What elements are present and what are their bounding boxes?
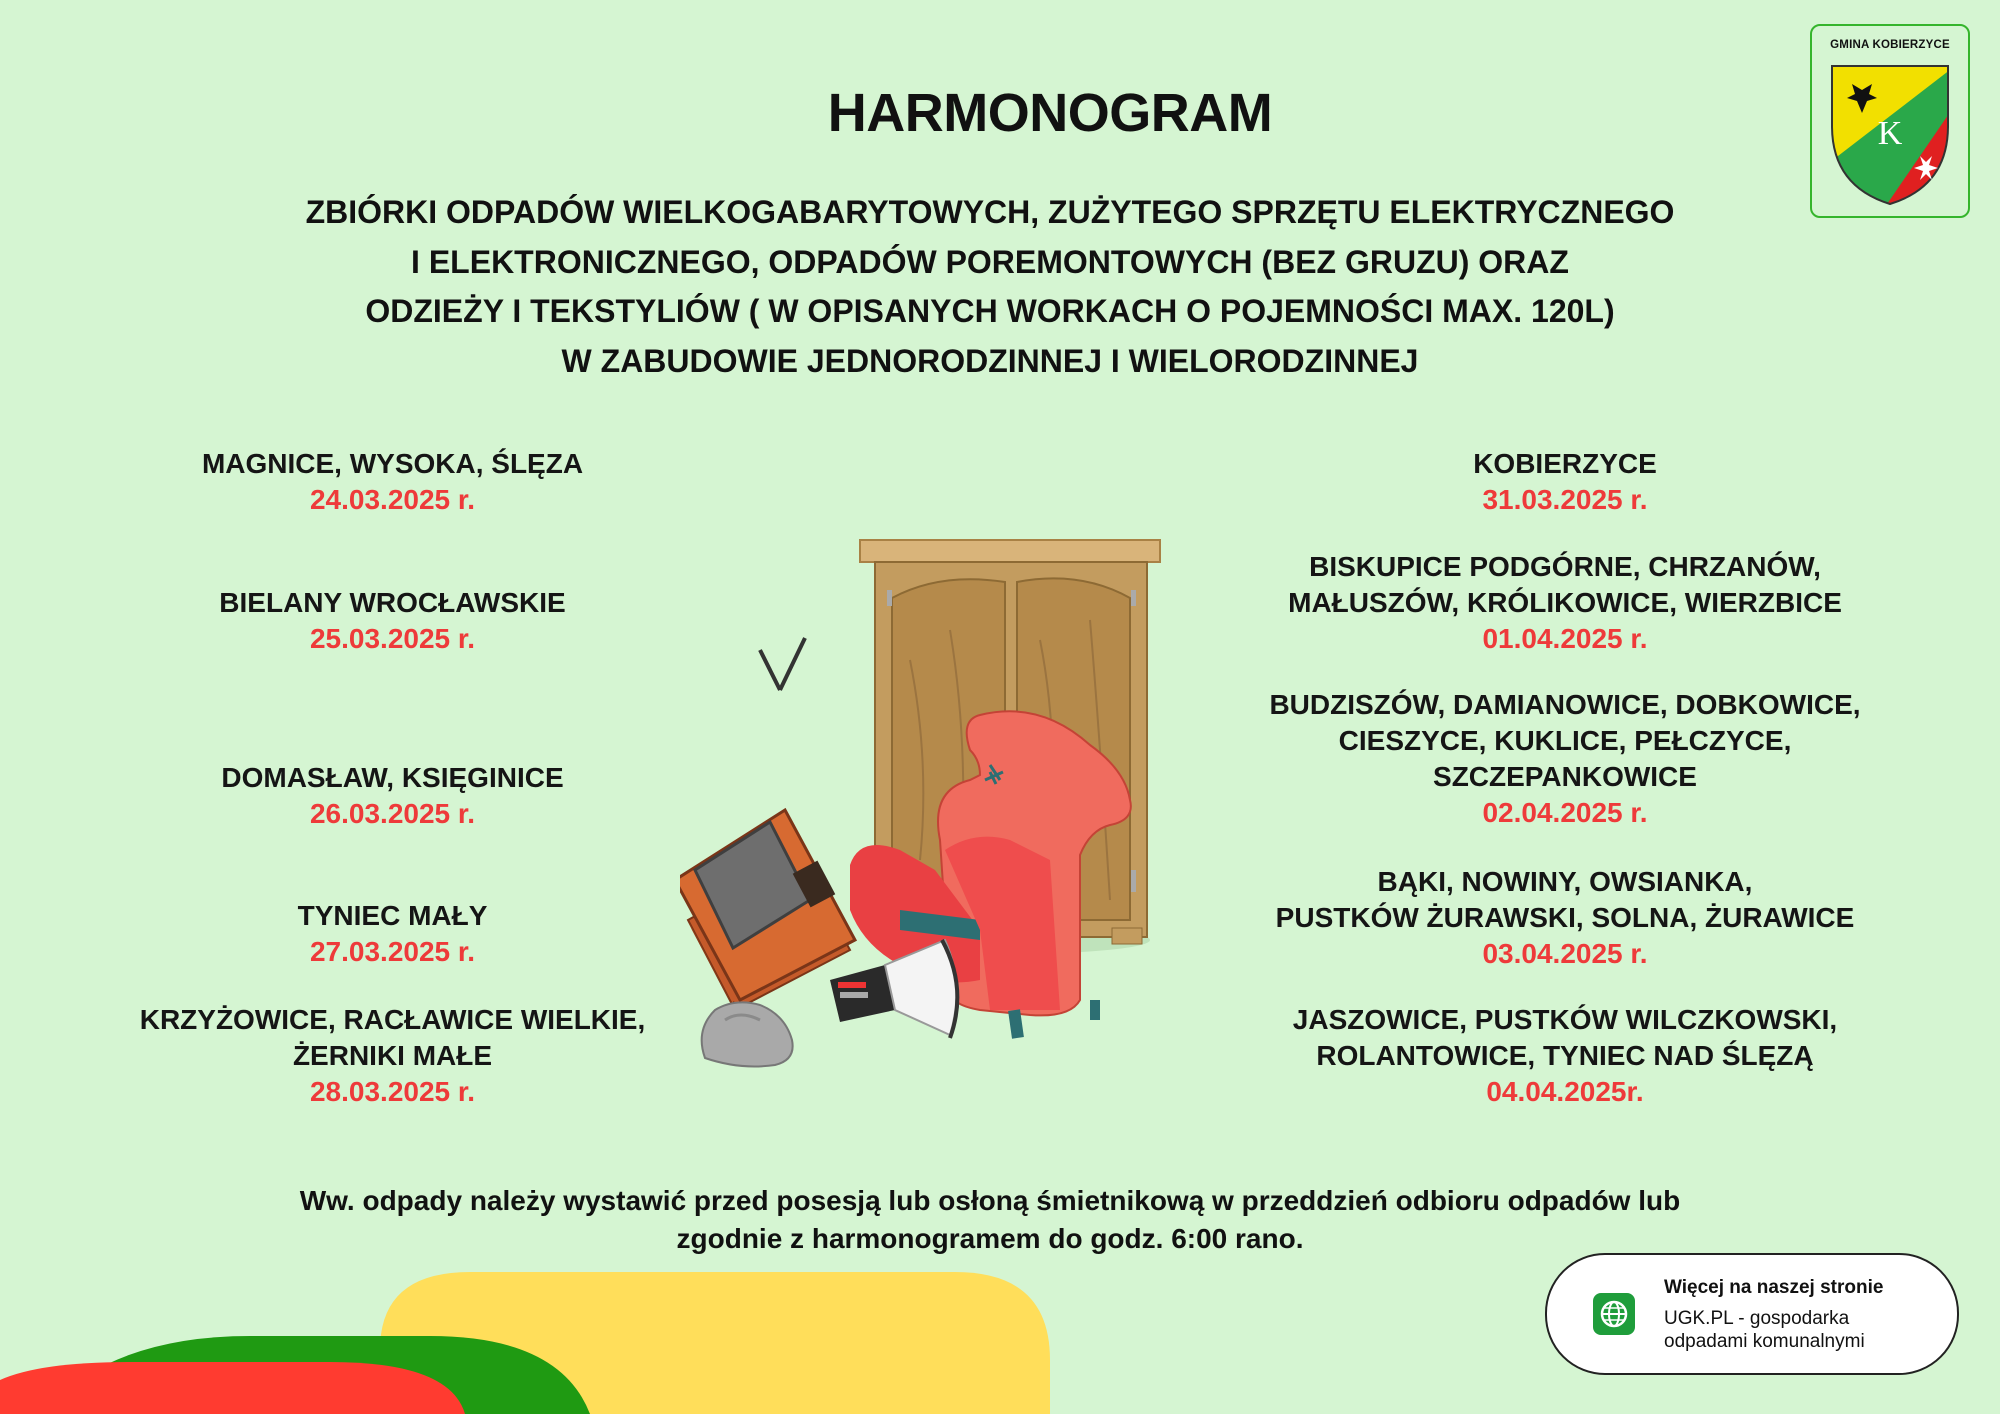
place-names: PUSTKÓW ŻURAWSKI, SOLNA, ŻURAWICE — [1275, 902, 1855, 933]
place-names: SZCZEPANKOWICE — [1433, 761, 1697, 792]
place-names: MAGNICE, WYSOKA, ŚLĘZA — [201, 448, 584, 479]
bulky-waste-illustration — [680, 510, 1260, 1070]
coat-of-arms-icon — [1812, 26, 1968, 216]
place-names: TYNIEC MAŁY — [297, 900, 488, 931]
subtitle — [180, 188, 1800, 386]
collection-date: 26.03.2025 r. — [309, 798, 476, 829]
website-heading: Więcej na naszej stronie — [1664, 1277, 1884, 1298]
schedule-entry — [100, 898, 685, 970]
place-names: BĄKI, NOWINY, OWSIANKA, — [1377, 866, 1753, 897]
schedule-entry — [1215, 549, 1915, 657]
collection-date: 25.03.2025 r. — [309, 623, 476, 654]
subtitle-line: I ELEKTRONICZNEGO, ODPADÓW POREMONTOWYCH (BEZ GRUZU) ORAZ — [411, 243, 1569, 280]
subtitle-line: W ZABUDOWIE JEDNORODZINNEJ I WIELORODZINNEJ — [561, 342, 1419, 379]
place-names: BIELANY WROCŁAWSKIE — [219, 587, 566, 618]
collection-date: 01.04.2025 r. — [1482, 623, 1648, 654]
subtitle-line: ODZIEŻY I TEKSTYLIÓW ( W OPISANYCH WORKACH O POJEMNOŚCI MAX. 120L) — [365, 293, 1615, 330]
municipality-logo — [1810, 24, 1970, 218]
television-icon — [680, 638, 855, 1030]
collection-date: 04.04.2025r. — [1486, 1076, 1644, 1107]
schedule-entry — [1215, 687, 1915, 831]
schedule-entry — [100, 446, 685, 518]
collection-date: 31.03.2025 r. — [1482, 484, 1648, 515]
place-names: ŻERNIKI MAŁE — [292, 1040, 493, 1071]
schedule-entry — [100, 760, 685, 832]
schedule-entry — [100, 585, 685, 657]
notice-line: zgodnie z harmonogramem do godz. 6:00 rano. — [676, 1223, 1304, 1254]
emblem-letter: K — [1877, 115, 1903, 152]
logo-text: GMINA KOBIERZYCE — [1830, 39, 1950, 51]
collection-date: 24.03.2025 r. — [309, 484, 476, 515]
place-names: KRZYŻOWICE, RACŁAWICE WIELKIE, — [139, 1004, 646, 1035]
website-text: UGK.PL - gospodarka odpadami komunalnymi — [1664, 1308, 1865, 1352]
schedule-entry — [1215, 1002, 1915, 1110]
collection-date: 02.04.2025 r. — [1482, 797, 1648, 828]
schedule-entry — [1215, 864, 1915, 972]
place-names: JASZOWICE, PUSTKÓW WILCZKOWSKI, — [1292, 1004, 1838, 1035]
place-names: KOBIERZYCE — [1473, 448, 1657, 479]
rock-icon — [702, 1002, 793, 1066]
collection-date: 27.03.2025 r. — [309, 936, 476, 967]
notice-line: Ww. odpady należy wystawić przed posesją lub osłoną śmietnikową w przeddzień odbioru odpadów lub — [299, 1185, 1681, 1216]
schedule-entry — [1215, 446, 1915, 518]
collection-notice — [200, 1182, 1780, 1258]
place-names: BUDZISZÓW, DAMIANOWICE, DOBKOWICE, — [1269, 689, 1861, 720]
collection-date: 03.04.2025 r. — [1482, 938, 1648, 969]
page-title: HARMONOGRAM — [827, 83, 1273, 143]
place-names: CIESZYCE, KUKLICE, PEŁCZYCE, — [1338, 725, 1792, 756]
schedule-entry — [100, 1002, 685, 1110]
place-names: MAŁUSZÓW, KRÓLIKOWICE, WIERZBICE — [1288, 587, 1842, 618]
website-link-card[interactable] — [1545, 1253, 1959, 1375]
place-names: DOMASŁAW, KSIĘGINICE — [221, 762, 564, 793]
place-names: BISKUPICE PODGÓRNE, CHRZANÓW, — [1309, 551, 1821, 582]
collection-date: 28.03.2025 r. — [309, 1076, 476, 1107]
subtitle-line: ZBIÓRKI ODPADÓW WIELKOGABARYTOWYCH, ZUŻYTEGO SPRZĘTU ELEKTRYCZNEGO — [305, 194, 1675, 230]
place-names: ROLANTOWICE, TYNIEC NAD ŚLĘZĄ — [1316, 1040, 1814, 1071]
globe-icon — [1593, 1293, 1635, 1335]
